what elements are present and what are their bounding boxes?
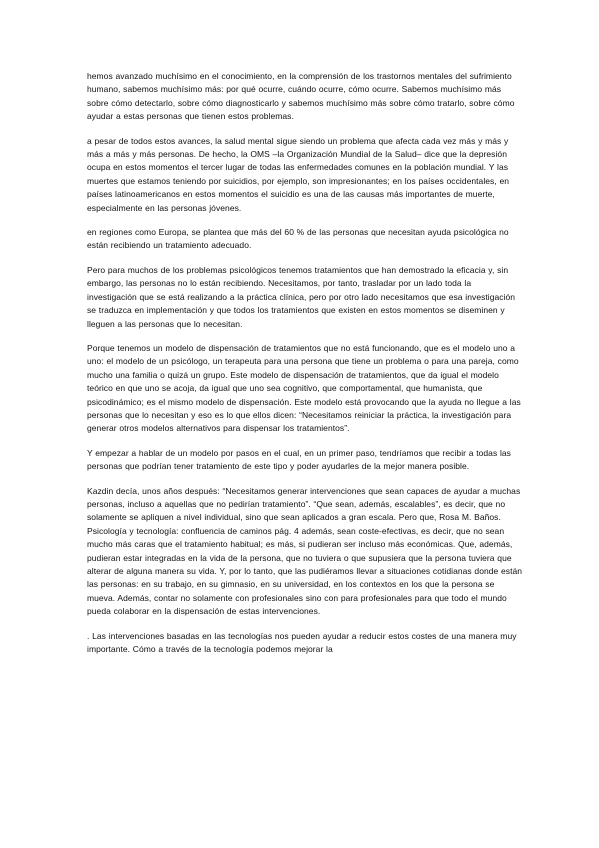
paragraph-7: Kazdin decía, unos años después: “Necesitamos generar intervenciones que sean capaces de ayudar a muchas personas, incluso a aquellas que no pedirían tratamiento”. “Que sean, además, escalables”, es decir, que no solamente se apliquen a nivel individual, sino que sean aplicados a gran escala. Pero que, Rosa M. Baños. Psicología y tecnología: confluencia de caminos pág. 4 además, sean coste-efectivas, es decir, que no sean mucho más caras que el tratamiento habitual; es más, si pudieran ser incluso más económicas. Que, además, pudieran estar integradas en la vida de la persona, que no tuviera o que supusiera que la persona tuviera que alterar de alguna manera su vida. Y, por lo tanto, que las pudiéramos llevar a situaciones cotidianas donde están las personas: en su trabajo, en su gimnasio, en su universidad, en los contextos en los que la persona se mueva. Además, contar no solamente con profesionales sino con para profesionales para que todo el mundo pueda colaborar en la dispensación de estas intervenciones.: [87, 485, 523, 617]
paragraph-4: Pero para muchos de los problemas psicológicos tenemos tratamientos que han demostrado la eficacia y, sin embargo, las personas no lo están recibiendo. Necesitamos, por tanto, trasladar por un lado toda la investigación que se está realizando a la práctica clínica, pero por otro lado necesitamos que esa investigación se traduzca en implementación y que todos los tratamientos que existen en estos momentos se diseminen y lleguen a las personas que lo necesitan.: [87, 264, 516, 329]
paragraph-2: a pesar de todos estos avances, la salud mental sigue siendo un problema que afecta cada vez más y más y más a más y más personas. De hecho, la OMS –la Organización Mundial de la Salud– dice que la depresión ocupa en estos momentos el tercer lugar de todas las enfermedades comunes en la población mundial. Y las muertes que estamos teniendo por suicidios, por ejemplo, son impresionantes; en los países occidentales, en países latinoamericanos en estos momentos el suicidio es una de las causas más importantes de muerte, especialmente en las personas jóvenes.: [87, 135, 510, 213]
paragraph-5: Porque tenemos un modelo de dispensación de tratamientos que no está funcionando, que es el modelo uno a uno: el modelo de un psicólogo, un terapeuta para una persona que tiene un problema o para una pareja, como mucho una familia o quizá un grupo. Este modelo de dispensación de tratamientos, que da igual el modelo teórico en que uno se acoja, da igual que uno sea cognitivo, que comportamental, que humanista, que psicodinámico; es el mismo modelo de dispensación. Este modelo está provocando que la ayuda no llegue a las personas que lo necesitan y eso es lo que ellos dicen: “Necesitamos reiniciar la práctica, la investigación para generar otros modelos alternativos para dispensar los tratamientos”.: [87, 342, 521, 434]
paragraph-6: Y empezar a hablar de un modelo por pasos en el cual, en un primer paso, tendríamos que recibir a todas las personas que podrían tener tratamiento de este tipo y poder ayudarles de la mejor manera posible.: [87, 447, 511, 472]
paragraph-8: . Las intervenciones basadas en las tecnologías nos pueden ayudar a reducir estos costes de una manera muy importante. Cómo a través de la tecnología podemos mejorar la: [87, 630, 517, 655]
paragraph-1: hemos avanzado muchísimo en el conocimiento, en la comprensión de los trastornos mentales del sufrimiento humano, sabemos muchísimo más: por qué ocurre, cuándo ocurre, cómo ocurre. Sabemos muchísimo más sobre cómo detectarlo, sobre cómo diagnosticarlo y sabemos muchísimo más sobre cómo tratarlo, sobre cómo ayudar a estas personas que tienen estos problemas.: [87, 71, 515, 122]
document-body: [87, 70, 523, 667]
paragraph-3: en regiones como Europa, se plantea que más del 60 % de las personas que necesitan ayuda psicológica no están recibiendo un tratamiento adecuado.: [87, 227, 509, 251]
